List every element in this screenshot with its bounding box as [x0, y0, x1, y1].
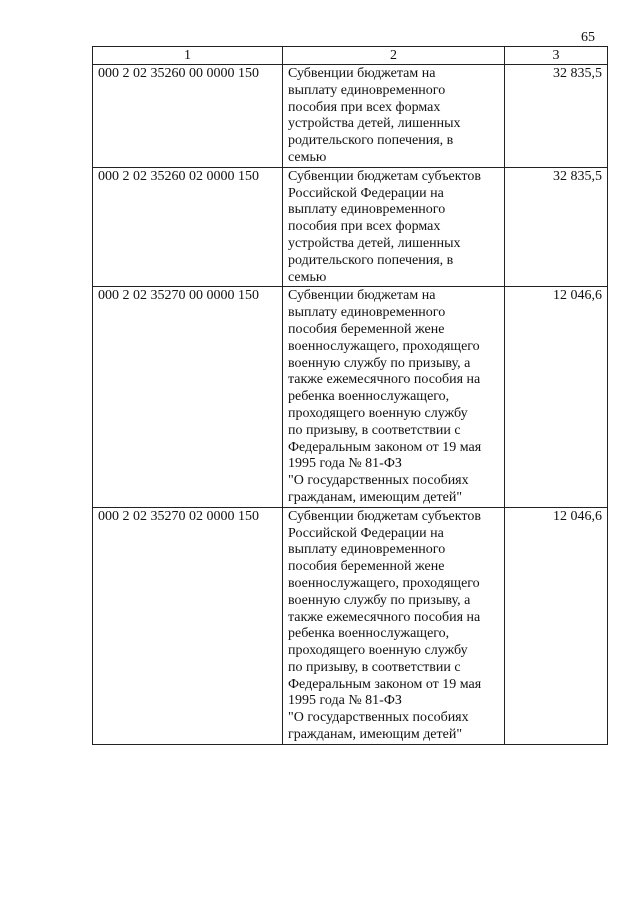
table-row: [93, 507, 608, 744]
column-header-description: 2: [283, 47, 505, 65]
table-header-row: [93, 47, 608, 65]
page-number: 65: [581, 30, 595, 45]
row-code: 000 2 02 35270 02 0000 150: [93, 507, 283, 744]
row-description: Субвенции бюджетам на выплату единовременного пособия беременной жене военнослужащего, проходящего военную службу по призыву, а также ежемесячного пособия на ребенка военнослужащего, проходящего военную службу по призыву, в соответствии с Федеральным законом от 19 мая 1995 года № 81-ФЗ "О государственных пособиях гражданам, имеющим детей": [283, 287, 505, 507]
column-header-amount: 3: [505, 47, 608, 65]
row-description: Субвенции бюджетам субъектов Российской Федерации на выплату единовременного пособия при всех формах устройства детей, лишенных родительского попечения, в семью: [283, 167, 505, 287]
row-amount: 12 046,6: [505, 507, 608, 744]
budget-table: [92, 46, 608, 745]
table-row: [93, 65, 608, 168]
row-code: 000 2 02 35260 02 0000 150: [93, 167, 283, 287]
row-code: 000 2 02 35270 00 0000 150: [93, 287, 283, 507]
row-code: 000 2 02 35260 00 0000 150: [93, 65, 283, 168]
column-header-code: 1: [93, 47, 283, 65]
row-amount: 32 835,5: [505, 167, 608, 287]
row-amount: 32 835,5: [505, 65, 608, 168]
row-description: Субвенции бюджетам на выплату единовременного пособия при всех формах устройства детей, лишенных родительского попечения, в семью: [283, 65, 505, 168]
table-row: [93, 167, 608, 287]
row-description: Субвенции бюджетам субъектов Российской Федерации на выплату единовременного пособия беременной жене военнослужащего, проходящего военную службу по призыву, а также ежемесячного пособия на ребенка военнослужащего, проходящего военную службу по призыву, в соответствии с Федеральным законом от 19 мая 1995 года № 81-ФЗ "О государственных пособиях гражданам, имеющим детей": [283, 507, 505, 744]
table-row: [93, 287, 608, 507]
row-amount: 12 046,6: [505, 287, 608, 507]
